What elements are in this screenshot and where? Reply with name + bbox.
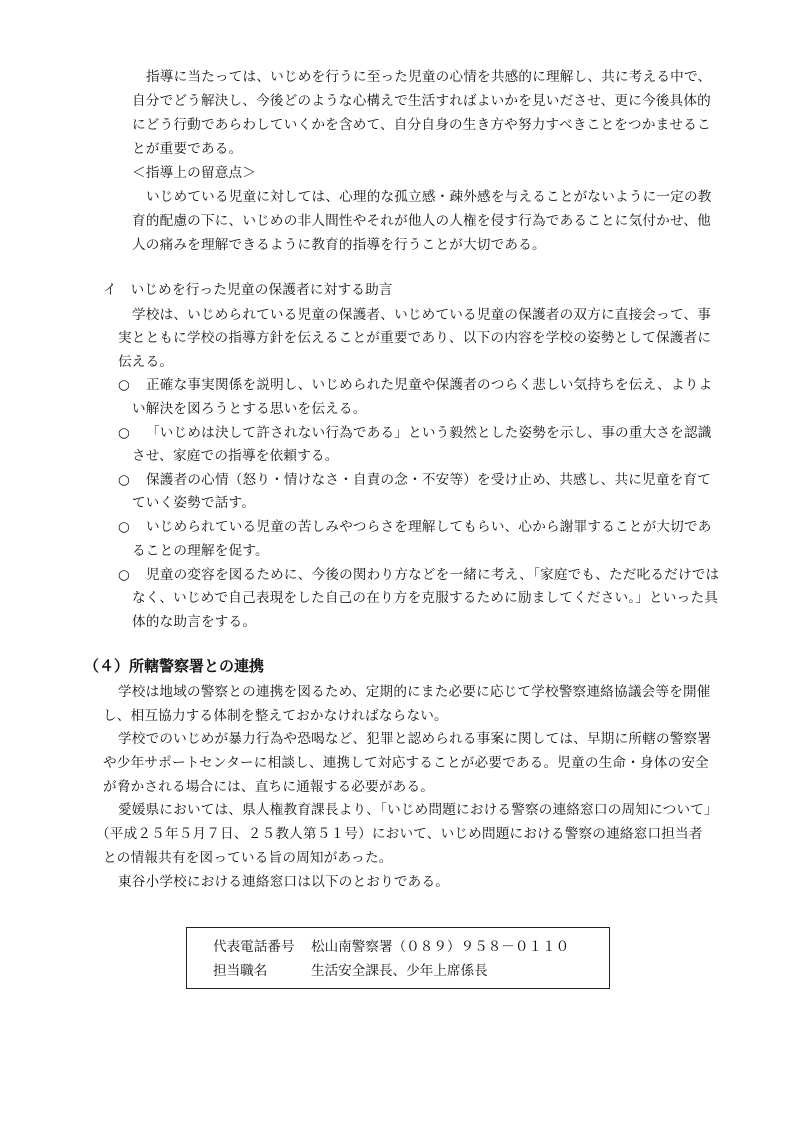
bullet-2-line-2: させ、家庭での指導を依頼する。	[132, 448, 339, 464]
bullet-3-line-1: 保護者の心情（怒り・情けなさ・自責の念・不安等）を受け止め、共感し、共に児童を育て	[146, 472, 711, 488]
guidance-line-1: 指導に当たっては、いじめを行うに至った児童の心情を共感的に理解し、共に考える中で、	[146, 69, 712, 85]
section-4-heading: （４）所轄警察署との連携	[84, 657, 265, 675]
section-4-p2-line-1: 学校でのいじめが暴力行為や恐喝など、犯罪と認められる事案に関しては、早期に所轄の警察署	[118, 731, 712, 747]
bullet-2-line-1: 「いじめは決して許されない行為である」という毅然とした姿勢を示し、事の重大さを認識	[146, 425, 712, 441]
bullet-5-line-2: なく、いじめで自己表現をした自己の在り方を克服するために励ましてください。」といった具	[132, 590, 719, 606]
section-i-intro-2: 実とともに学校の指導方針を伝えることが重要であり、以下の内容を学校の姿勢として保護者に	[118, 330, 712, 346]
section-4-p2-line-2: や少年サポートセンターに相談し、連携して対応することが必要である。児童の生命・身体の安全	[103, 755, 709, 771]
guidance-line-4: とが重要である。	[132, 141, 243, 157]
bullet-5-line-1: 児童の変容を図るために、今後の関わり方などを一緒に考え、「家庭でも、ただ叱るだけでは	[146, 567, 720, 583]
guidance-line-2: 自分でどう解決し、今後どのような心構えで生活すればよいかを見いださせ、更に今後具体的	[132, 93, 711, 109]
section-4-p3-line-3: との情報共有を図っている旨の周知があった。	[103, 850, 393, 866]
bullet-5-line-3: 体的な助言をする。	[132, 614, 257, 630]
notes-heading: ＜指導上の留意点＞	[132, 165, 257, 181]
notes-line-1: いじめている児童に対しては、心理的な孤立感・疎外感を与えることがないように一定の教	[146, 189, 712, 205]
bullet-4-line-1: いじめられている児童の苦しみやつらさを理解してもらい、心から謝罪することが大切であ	[146, 519, 712, 535]
section-4-p3-line-2: （平成２５年５月７日、２５教人第５１号）において、いじめ問題における警察の連絡窓口担当者	[96, 826, 703, 842]
contact-label: 担当職名	[213, 963, 268, 979]
section-4-p2-line-3: が脅かされる場合には、直ちに通報する必要がある。	[103, 779, 435, 795]
circle-bullet-icon: ○	[118, 472, 131, 488]
contact-label: 代表電話番号	[213, 939, 295, 955]
circle-bullet-icon: ○	[118, 425, 131, 441]
notes-line-3: 人の痛みを理解できるように教育的指導を行うことが大切である。	[132, 237, 546, 253]
bullet-1-line-2: い解決を図ろうとする思いを伝える。	[132, 401, 367, 417]
section-i-title: イ いじめを行った児童の保護者に対する助言	[103, 282, 393, 298]
bullet-4-line-2: ることの理解を促す。	[132, 543, 269, 559]
guidance-line-3: にどう行動であらわしていくかを含めて、自分自身の生き方や努力すべきことをつかませるこ	[132, 117, 711, 133]
circle-bullet-icon: ○	[118, 567, 131, 583]
bullet-1-line-1: 正確な事実関係を説明し、いじめられた児童や保護者のつらく悲しい気持ちを伝え、よりよ	[146, 377, 713, 393]
section-4-p3-line-1: 愛媛県においては、県人権教育課長より、「いじめ問題における警察の連絡窓口の周知について」	[118, 802, 718, 818]
bullet-3-line-2: ていく姿勢で話す。	[132, 495, 256, 511]
section-4-p1-line-1: 学校は地域の警察との連携を図るため、定期的にまた必要に応じて学校警察連絡協議会等を開催	[118, 684, 711, 700]
circle-bullet-icon: ○	[118, 519, 131, 535]
notes-line-2: 育的配慮の下に、いじめの非人間性やそれが他人の人権を侵す行為であることに気付かせ、他	[132, 213, 711, 229]
section-4-p1-line-2: し、相互協力する体制を整えておかなければならない。	[103, 708, 448, 724]
contact-value: 松山南警察署（０８９）９５８－０１１０	[311, 939, 570, 955]
contact-row-phone	[187, 935, 609, 955]
contact-row-position	[187, 959, 609, 979]
section-4-p4-line-1: 東谷小学校における連絡窓口は以下のとおりである。	[118, 874, 450, 890]
contact-info-box	[186, 927, 610, 989]
circle-bullet-icon: ○	[118, 377, 131, 393]
section-i-intro-1: 学校は、いじめられている児童の保護者、いじめている児童の保護者の双方に直接会って、事	[132, 307, 712, 323]
section-i-intro-3: 伝える。	[118, 354, 174, 370]
contact-value: 生活安全課長、少年上席係長	[311, 963, 488, 979]
